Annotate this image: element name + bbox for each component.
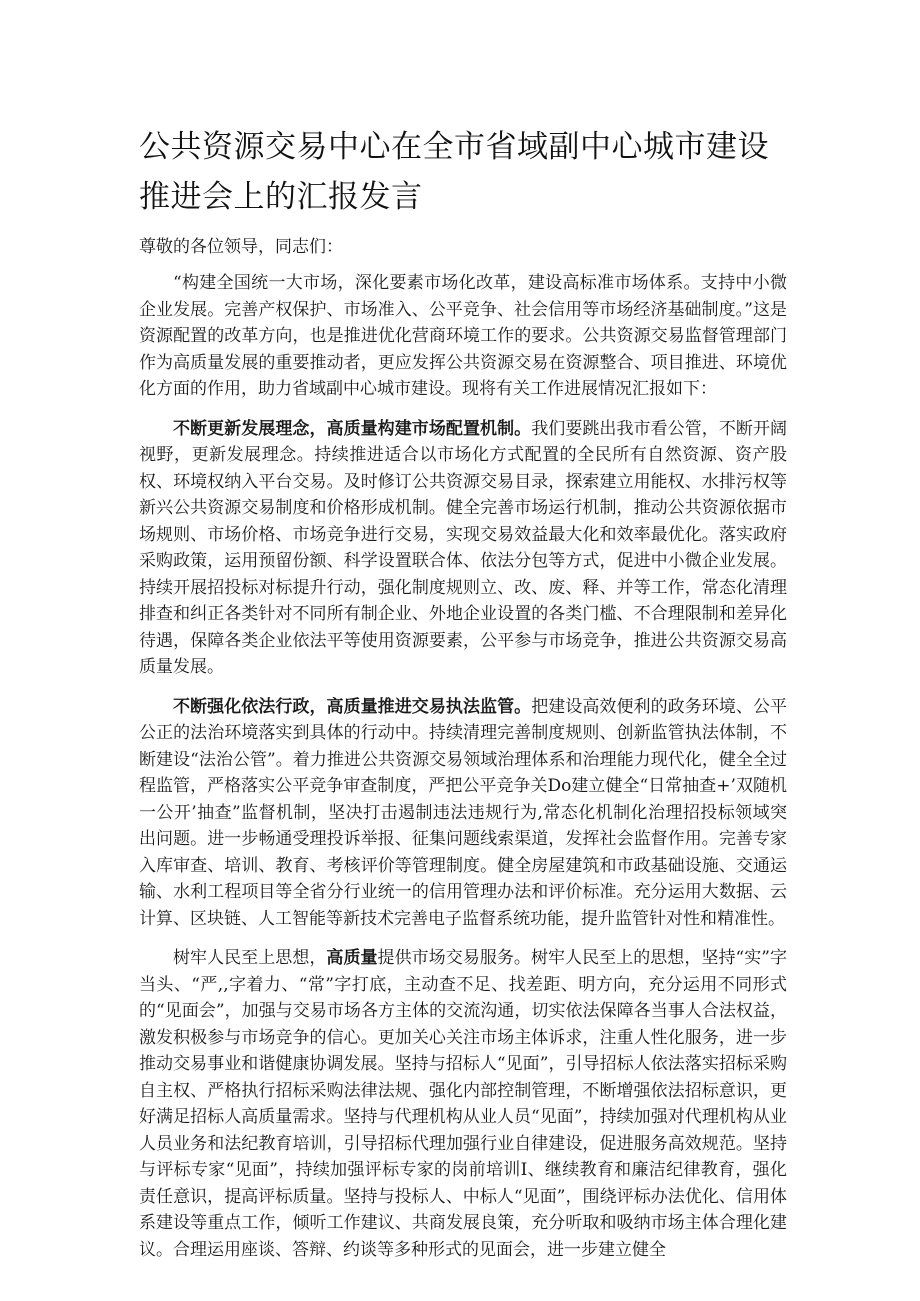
paragraph-heading: 不断强化依法行政，高质量推进交易执法监管。 xyxy=(173,696,532,717)
salutation: 尊敬的各位领导，同志们： xyxy=(139,237,343,257)
paragraph-heading-plain: 树牢人民至上思想， xyxy=(173,948,327,968)
paragraph-intro xyxy=(139,270,787,403)
paragraph-text: “构建全国统一大市场，深化要素市场化改革，建设高标准市场体系。支持中小微企业发展。完善产权保护、市场准入、公平竞争、社会信用等市场经济基础制度。”这是资源配置的改革方向，也是推进优化营商环境工作的要求。公共资源交易监督管理部门作为高质量发展的重要推动者，更应发挥公共资源交易在资源整合、项目推进、环境优化方面的作用，助力省域副中心城市建设。现将有关工作进展情况汇报如下： xyxy=(139,273,787,399)
document-page xyxy=(139,122,787,1276)
paragraph-heading: 不断更新发展理念，高质量构建市场配置机制。 xyxy=(173,418,532,439)
document-title: 公共资源交易中心在全市省域副中心城市建设推进会上的汇报发言 xyxy=(139,129,769,215)
paragraph-law-enforcement xyxy=(139,694,787,933)
paragraph-market-mechanism xyxy=(139,416,787,681)
paragraph-heading: 高质量 xyxy=(326,948,378,968)
paragraph-text: 把建设高效便利的政务环境、公平公正的法治环境落实到具体的行动中。持续清理完善制度规则、创新监管执法体制，不断建设“法治公管”。着力推进公共资源交易领域治理体系和治理能力现代化，健全全过程监管，严格落实公平竞争审查制度，严把公平竞争关Do建立健全“日常抽查+’双随机一公开’抽查”监督机制，坚决打击遏制违法违规行为,常态化机制化治理招投标领域突出问题。进一步畅通受理投诉举报、征集问题线索渠道，发挥社会监督作用。完善专家入库审查、培训、教育、考核评价等管理制度。健全房屋建筑和市政基础设施、交通运输、水利工程项目等全省分行业统一的信用管理办法和评价标准。充分运用大数据、云计算、区块链、人工智能等新技术完善电子监督系统功能，提升监管针对性和精准性。 xyxy=(139,696,788,929)
paragraph-text: 提供市场交易服务。树牢人民至上的思想，坚持“实”字当头、“严,,字着力、“常”字打底，主动查不足、找差距、明方向，充分运用不同形式的“见面会”，加强与交易市场各方主体的交流沟通，切实依法保障各当事人合法权益，激发积极参与市场竞争的信心。更加关心关注市场主体诉求，注重人性化服务，进一步推动交易事业和谐健康协调发展。坚持与招标人“见面”，引导招标人依法落实招标采购自主权、严格执行招标采购法律法规、强化内部控制管理，不断增强依法招标意识，更好满足招标人高质量需求。坚持与代理机构从业人员“见面”，持续加强对代理机构从业人员业务和法纪教育培训，引导招标代理加强行业自律建设，促进服务高效规范。坚持与评标专家“见面”，持续加强评标专家的岗前培训I、继续教育和廉洁纪律教育，强化责任意识，提高评标质量。坚持与投标人、中标人“见面”，围绕评标办法优化、信用体系建设等重点工作，倾听工作建议、共商发展良策，充分听取和吸纳市场主体合理化建议。合理运用座谈、答辩、约谈等多种形式的见面会，进一步建立健全 xyxy=(139,948,788,1260)
paragraph-service xyxy=(139,945,787,1263)
paragraph-text: 我们要跳出我市看公管，不断开阔视野，更新发展理念。持续推进适合以市场化方式配置的全民所有自然资源、资产股权、环境权纳入平台交易。及时修订公共资源交易目录，探索建立用能权、水排污权等新兴公共资源交易制度和价格形成机制。健全完善市场运行机制，推动公共资源依据市场规则、市场价格、市场竞争进行交易，实现交易效益最大化和效率最优化。落实政府采购政策，运用预留份额、科学设置联合体、依法分包等方式，促进中小微企业发展。持续开展招投标对标提升行动，强化制度规则立、改、废、释、并等工作，常态化清理排查和纠正各类针对不同所有制企业、外地企业设置的各类门槛、不合理限制和差异化待遇，保障各类企业依法平等使用资源要素，公平参与市场竞争，推进公共资源交易高质量发展。 xyxy=(139,418,788,677)
